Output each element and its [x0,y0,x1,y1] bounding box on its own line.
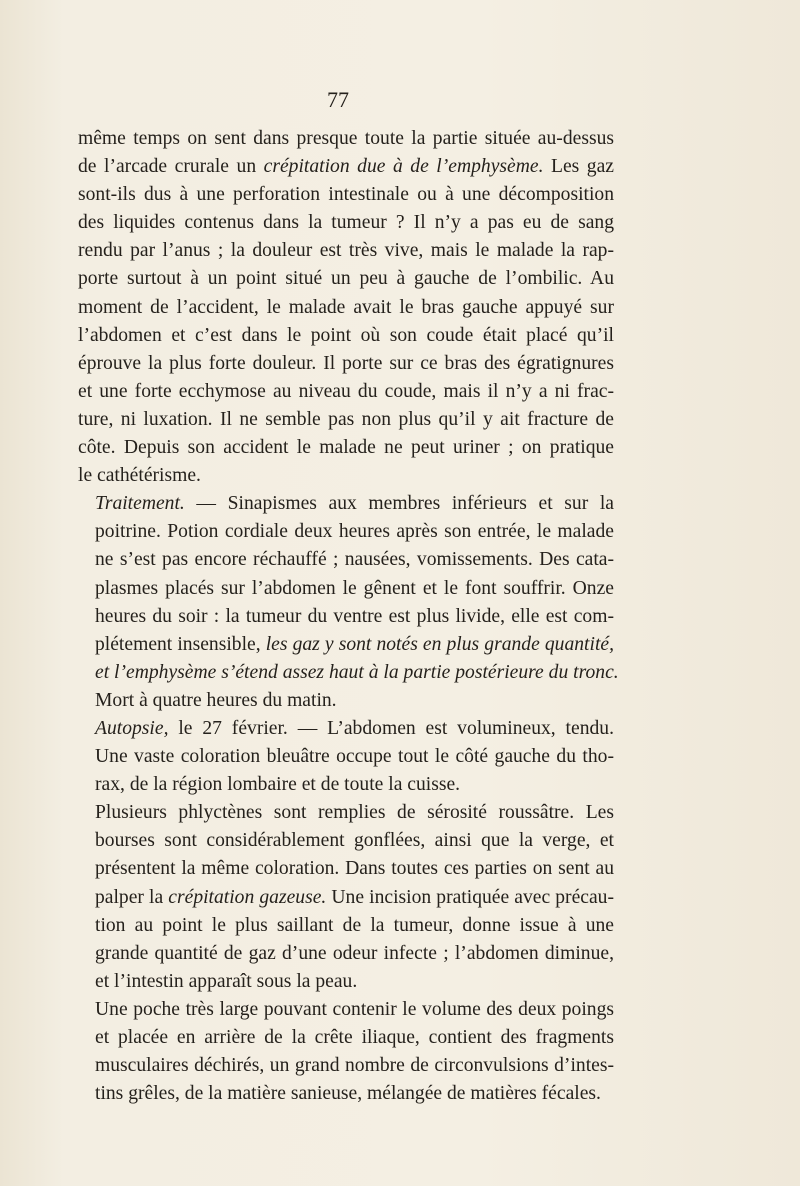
text-segment: — Sinapismes aux membres inférieurs et sur la [184,493,614,515]
text-line [78,659,619,687]
text-segment: et l’intestin apparaît sous la peau. [95,970,358,992]
text-segment: moment de l’accident, le malade avait le bras gauche appuyé sur [78,296,614,318]
paragraph [78,715,614,799]
text-line [78,884,614,912]
text-line [78,687,614,715]
text-line [78,1024,614,1052]
text-segment: présentent la même coloration. Dans toutes ces parties on sent au [95,858,614,880]
text-line [78,855,614,883]
text-segment: palper la [95,886,169,908]
text-segment: sont-ils dus à une perforation intestinale ou à une décomposition [78,184,614,206]
text-line [78,575,614,603]
text-segment: des liquides contenus dans la tumeur ? Il n’y a pas eu de sang [78,212,614,234]
text-segment: grande quantité de gaz d’une odeur infecte ; l’abdomen diminue, [95,942,614,964]
text-segment: Mort à quatre heures du matin. [95,689,337,711]
italic-text: crépitation gazeuse. [168,886,327,908]
italic-text: Traitement. [95,493,185,515]
text-line [78,968,614,996]
text-segment: même temps on sent dans presque toute la partie située au-dessus [78,128,614,149]
page-number: 77 [327,87,349,112]
text-line [78,827,614,855]
italic-text: crépitation due à de l’emphysème. [263,156,544,178]
text-line [78,350,614,378]
text-line [78,1080,614,1108]
text-line [78,518,614,546]
paragraph [78,996,614,1108]
text-segment: Les gaz [543,156,614,178]
text-segment: plétement insensible, [95,633,266,655]
body-text [78,125,619,1108]
text-segment: rendu par l’anus ; la douleur est très vive, mais le malade la rap- [78,240,614,262]
text-segment: Une vaste coloration bleuâtre occupe tout le côté gauche du tho- [95,746,614,768]
text-line [78,181,614,209]
text-segment: de l’arcade crurale un [78,156,264,178]
text-line [78,462,614,490]
text-segment: tins grêles, de la matière sanieuse, mélangée de matières fécales. [95,1083,601,1105]
text-segment: ne s’est pas encore réchauffé ; nausées, vomissements. Des cata- [95,549,614,571]
text-line [78,1052,614,1080]
text-segment: Une poche très large pouvant contenir le volume des deux poings [95,998,614,1020]
text-segment: plasmes placés sur l’abdomen le gênent et le font souffrir. Onze [95,577,614,599]
text-line [78,631,614,659]
text-line [78,294,614,322]
paragraph [78,799,614,996]
paragraph [78,490,619,687]
text-segment: heures du soir : la tumeur du ventre est plus livide, elle est com- [95,605,614,627]
text-segment: musculaires déchirés, un grand nombre de circonvulsions d’intes- [95,1055,614,1077]
text-line [78,153,614,181]
text-line [78,237,614,265]
text-line [78,322,614,350]
paragraph [78,687,614,715]
text-segment: le cathétérisme. [78,465,201,487]
text-segment: côte. Depuis son accident le malade ne peut uriner ; on pratique [78,437,614,459]
text-line [78,799,614,827]
text-line [78,912,614,940]
text-line [78,771,614,799]
paragraph [78,125,614,490]
text-line [78,406,614,434]
text-segment: l’abdomen et c’est dans le point où son coude était placé qu’il [78,324,614,346]
text-line [78,546,614,574]
text-segment: porte surtout à un point situé un peu à gauche de l’ombilic. Au [78,268,614,290]
text-segment: et placée en arrière de la crête iliaque, contient des fragments [95,1027,614,1048]
text-line [78,434,614,462]
text-line [78,715,614,743]
italic-text: les gaz y sont notés en plus grande quantité, [265,633,614,655]
text-segment: ture, ni luxation. Il ne semble pas non plus qu’il y ait fracture de [78,408,614,430]
text-line [78,209,614,237]
text-segment: Une incision pratiquée avec précau- [326,886,614,908]
text-segment: le 27 février. — L’abdomen est volumineux, tendu. [168,717,614,739]
text-line [78,378,614,406]
text-line [78,490,614,518]
text-line [78,743,614,771]
text-segment: bourses sont considérablement gonflées, ainsi que la verge, et [95,830,614,852]
text-line [78,996,614,1024]
text-line [78,265,614,293]
text-line [78,940,614,968]
text-segment: tion au point le plus saillant de la tumeur, donne issue à une [95,914,614,936]
text-segment: et une forte ecchymose au niveau du coude, mais il n’y a ni frac- [78,380,614,402]
text-segment: éprouve la plus forte douleur. Il porte sur ce bras des égratignures [78,352,614,374]
text-line [78,603,614,631]
text-segment: Plusieurs phlyctènes sont remplies de sérosité roussâtre. Les [95,802,614,824]
text-segment: rax, de la région lombaire et de toute la cuisse. [95,774,461,796]
text-segment: poitrine. Potion cordiale deux heures après son entrée, le malade [95,521,614,543]
italic-text: Autopsie, [95,717,169,739]
text-line [78,125,614,153]
italic-text: et l’emphysème s’étend assez haut à la partie postérieure du tronc. [95,661,619,683]
